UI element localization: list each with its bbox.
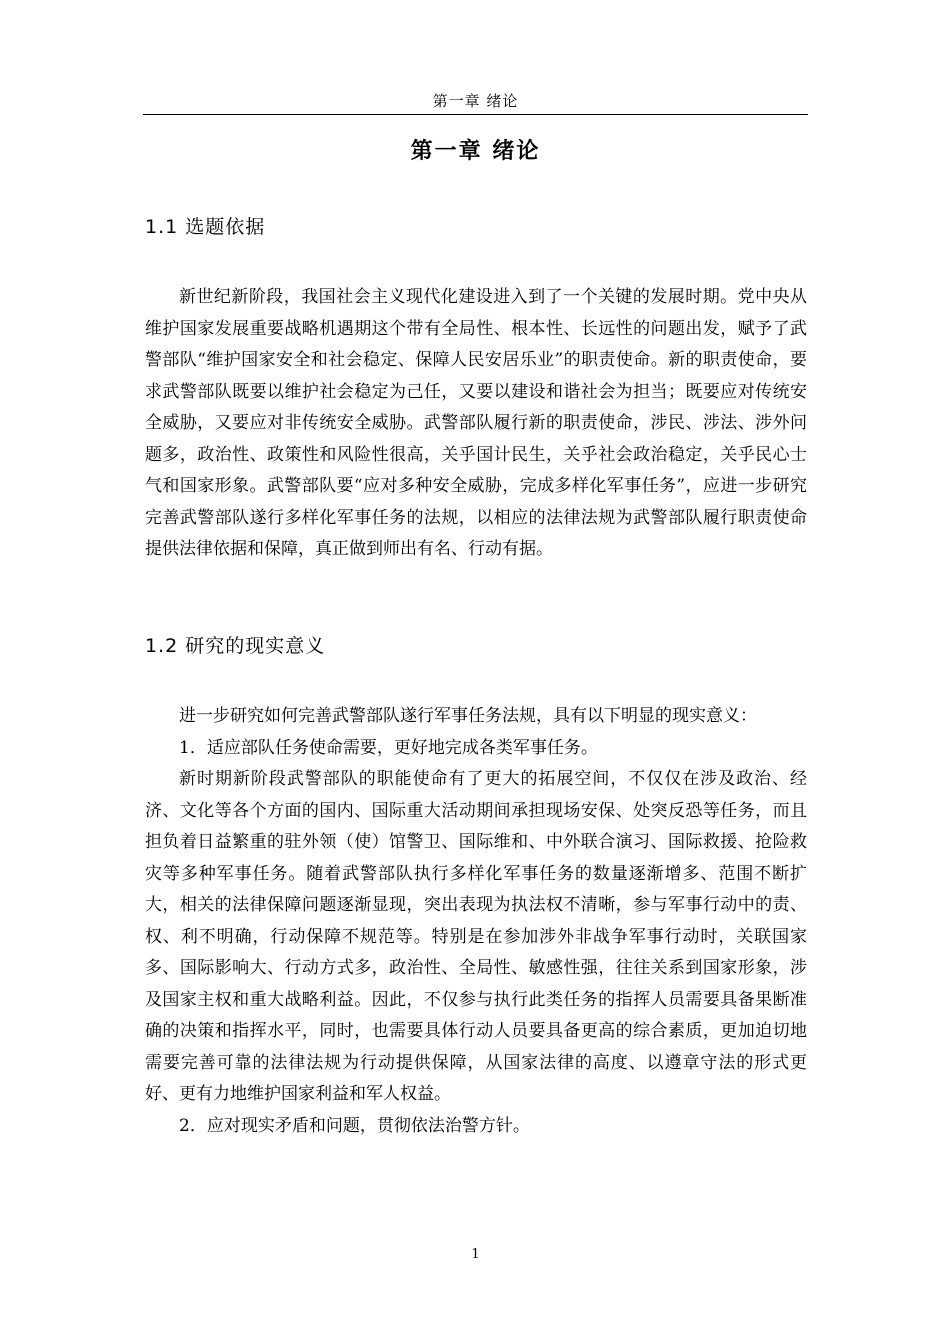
chapter-title: 第一章 绪论 [410,139,541,164]
section-1-2-body [145,701,807,1142]
paragraph: 进一步研究如何完善武警部队遂行军事任务法规，具有以下明显的现实意义： [179,706,757,726]
list-item-1: 1．适应部队任务使命需要，更好地完成各类军事任务。 [179,737,598,758]
section-heading-1-2: 1.2 研究的现实意义 [145,635,326,657]
section-heading-1-1: 1.1 选题依据 [145,216,266,238]
paragraph: 新时期新阶段武警部队的职能使命有了更大的拓展空间，不仅仅在涉及政治、经济、文化等各个方面的国内、国际重大活动期间承担现场安保、处突反恐等任务，而且担负着日益繁重的驻外领（使）馆警卫、国际维和、中外联合演习、国际救援、抢险救灾等多种军事任务。随着武警部队执行多样化军事任务的数量逐渐增多、范围不断扩大，相关的法律保障问题逐渐显现，突出表现为执法权不清晰，参与军事行动中的责、权、利不明确，行动保障不规范等。特别是在参加涉外非战争军事行动时，关联国家多、国际影响大、行动方式多，政治性、全局性、敏感性强，往往关系到国家形象，涉及国家主权和重大战略利益。因此，不仅参与执行此类任务的指挥人员需要具备果断准确的决策和指挥水平，同时，也需要具体行动人员要具备更高的综合素质，更加迫切地需要完善可靠的法律法规为行动提供保障，从国家法律的高度、以遵章守法的形式更好、更有力地维护国家利益和军人权益。 [145,769,807,1104]
running-header: 第一章 绪论 [432,92,519,110]
page-number: 1 [471,1247,480,1262]
paragraph: 新世纪新阶段，我国社会主义现代化建设进入到了一个关键的发展时期。党中央从维护国家发展重要战略机遇期这个带有全局性、根本性、长远性的问题出发，赋予了武警部队“维护国家安全和社会稳定、保障人民安居乐业”的职责使命。新的职责使命，要求武警部队既要以维护社会稳定为己任，又要以建设和谐社会为担当；既要应对传统安全威胁，又要应对非传统安全威胁。武警部队履行新的职责使命，涉民、涉法、涉外问题多，政治性、政策性和风险性很高，关乎国计民生，关乎社会政治稳定，关乎民心士气和国家形象。武警部队要“应对多种安全威胁，完成多样化军事任务”，应进一步研究完善武警部队遂行多样化军事任务的法规，以相应的法律法规为武警部队履行职责使命提供法律依据和保障，真正做到师出有名、行动有据。 [145,287,807,559]
list-item-2: 2．应对现实矛盾和问题，贯彻依法治警方针。 [179,1115,530,1136]
header-rule [143,114,808,115]
section-1-1-body [145,282,807,566]
